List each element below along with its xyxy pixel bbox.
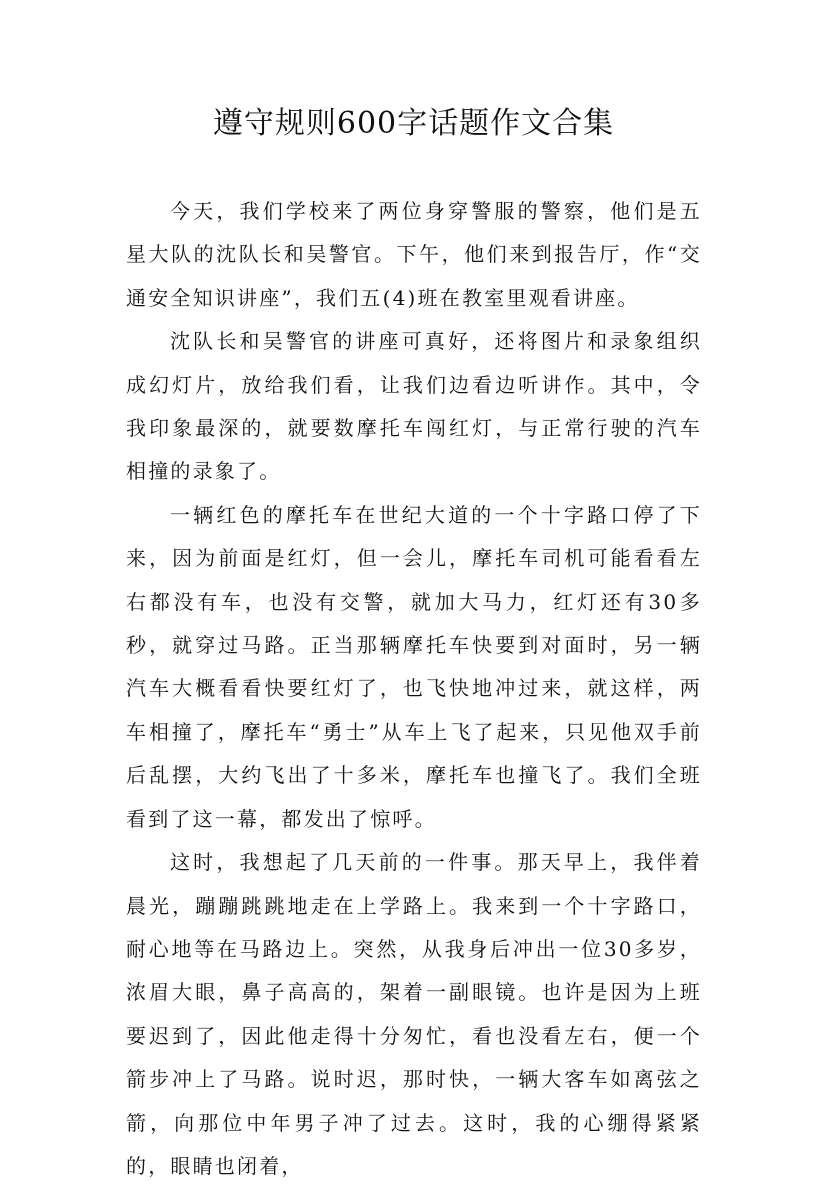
paragraph: 今天，我们学校来了两位身穿警服的警察，他们是五星大队的沈队长和吴警官。下午，他们来到报告厅，作“交通安全知识讲座”，我们五(4)班在教室里观看讲座。 [126, 199, 702, 310]
paragraph: 一辆红色的摩托车在世纪大道的一个十字路口停了下来，因为前面是红灯，但一会儿，摩托车司机可能看看左右都没有车，也没有交警，就加大马力，红灯还有30多秒，就穿过马路。正当那辆摩托车快要到对面时，另一辆汽车大概看看快要红灯了，也飞快地冲过来，就这样，两车相撞了，摩托车“勇士”从车上飞了起来，只见他双手前后乱摆，大约飞出了十多米，摩托车也撞飞了。我们全班看到了这一幕，都发出了惊呼。 [126, 502, 702, 831]
document-title: 遵守规则600字话题作文合集 [212, 106, 615, 141]
document-body [126, 190, 702, 1188]
paragraph: 沈队长和吴警官的讲座可真好，还将图片和录象组织成幻灯片，放给我们看，让我们边看边听讲作。其中，令我印象最深的，就要数摩托车闯红灯，与正常行驶的汽车相撞的录象了。 [126, 329, 702, 484]
paragraph: 这时，我想起了几天前的一件事。那天早上，我伴着晨光，蹦蹦跳跳地走在上学路上。我来到一个十字路口，耐心地等在马路边上。突然，从我身后冲出一位30多岁，浓眉大眼，鼻子高高的，架着一副眼镜。也许是因为上班要迟到了，因此他走得十分匆忙，看也没看左右，便一个箭步冲上了马路。说时迟，那时快，一辆大客车如离弦之箭，向那位中年男子冲了过去。这时，我的心绷得紧紧的，眼睛也闭着， [126, 850, 702, 1178]
